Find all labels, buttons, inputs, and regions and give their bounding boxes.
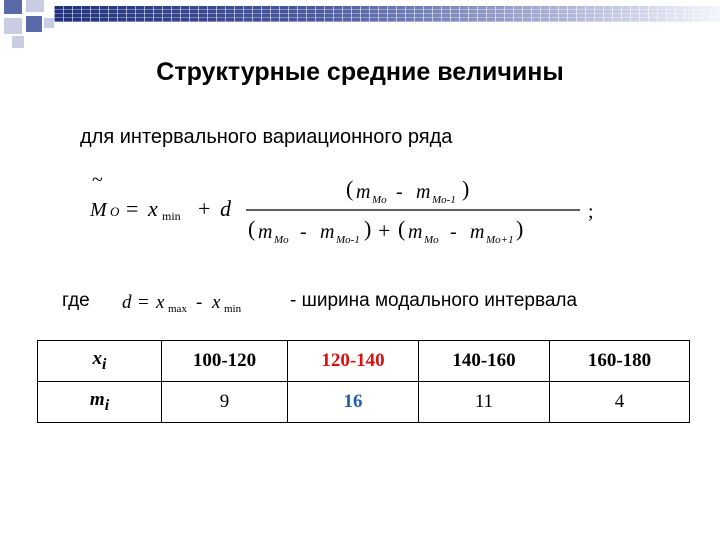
decor-square <box>26 16 42 32</box>
decor-square <box>12 36 24 48</box>
den-paren-open-1: ( <box>248 216 256 241</box>
decor-square <box>4 18 22 34</box>
den-m1: m <box>258 221 273 243</box>
formula-lhs-M: M <box>90 199 107 221</box>
decor-square <box>26 0 44 12</box>
row-header-x-sub: i <box>102 355 107 373</box>
formula-x: x <box>148 196 158 221</box>
table-cell-modal-interval: 120-140 <box>288 341 419 382</box>
where-label: где <box>62 290 90 311</box>
interval-table <box>37 340 690 423</box>
den-paren-open-2: ( <box>398 216 406 241</box>
table-cell: 160-180 <box>550 341 690 382</box>
num-paren-open: ( <box>346 176 354 201</box>
den-sub2: Mo-1 <box>336 234 360 246</box>
table-row <box>38 382 690 423</box>
formula-lhs-O: O <box>110 204 120 219</box>
row-header-m-label: m <box>89 389 105 411</box>
row-header-x-label: x <box>92 348 103 370</box>
table-cell: 100-120 <box>162 341 288 382</box>
den-sub1: Mo <box>274 234 289 246</box>
table-cell: 9 <box>162 382 288 423</box>
num-m1: m <box>356 181 371 203</box>
row-header-m-sub: i <box>104 396 110 414</box>
interval-width-note: - ширина модального интервала <box>290 290 578 311</box>
d-xmax: x <box>156 292 165 313</box>
den-minus-1: - <box>300 221 307 243</box>
table-row <box>38 341 690 382</box>
mode-formula <box>88 170 608 250</box>
table-cell: 140-160 <box>419 341 550 382</box>
row-header-x <box>38 341 162 382</box>
row-header-m <box>38 382 162 423</box>
num-m2: m <box>416 181 431 203</box>
tilde-mark: ~ <box>92 170 103 191</box>
den-m3: m <box>408 221 423 243</box>
formula-semicolon: ; <box>588 201 594 223</box>
den-sub3: Mo <box>424 234 439 246</box>
d-eq: = <box>138 292 149 313</box>
slide-title: Структурные средние величины <box>156 58 564 86</box>
d-symbol: d <box>122 292 132 313</box>
den-paren-close-2: ) <box>516 216 524 241</box>
formula-d: d <box>220 196 231 221</box>
d-minus: - <box>196 292 203 313</box>
decor-square <box>4 0 22 14</box>
formula-min: min <box>162 209 181 223</box>
num-paren-close: ) <box>462 176 470 201</box>
table-cell-modal-frequency: 16 <box>288 382 419 423</box>
den-minus-2: - <box>450 221 457 243</box>
slide-subtitle: для интервального вариационного ряда <box>80 126 453 148</box>
header-gradient-bar <box>54 6 720 22</box>
formula-eq: = <box>126 196 139 221</box>
d-min-sub: min <box>224 303 242 315</box>
den-paren-close-1: ) <box>364 216 372 241</box>
num-minus: - <box>396 181 403 203</box>
num-sub1: Mo <box>372 194 387 206</box>
d-max-sub: max <box>168 303 187 315</box>
den-m2: m <box>320 221 335 243</box>
den-m4: m <box>470 221 485 243</box>
interval-width-formula <box>118 290 278 320</box>
table-cell: 11 <box>419 382 550 423</box>
d-xmin: x <box>212 292 221 313</box>
table-cell: 4 <box>550 382 690 423</box>
formula-plus: + <box>198 196 211 221</box>
decor-square <box>44 18 54 28</box>
den-plus: + <box>378 218 391 243</box>
den-sub4: Mo+1 <box>486 234 514 246</box>
num-sub2: Mo-1 <box>432 194 456 206</box>
